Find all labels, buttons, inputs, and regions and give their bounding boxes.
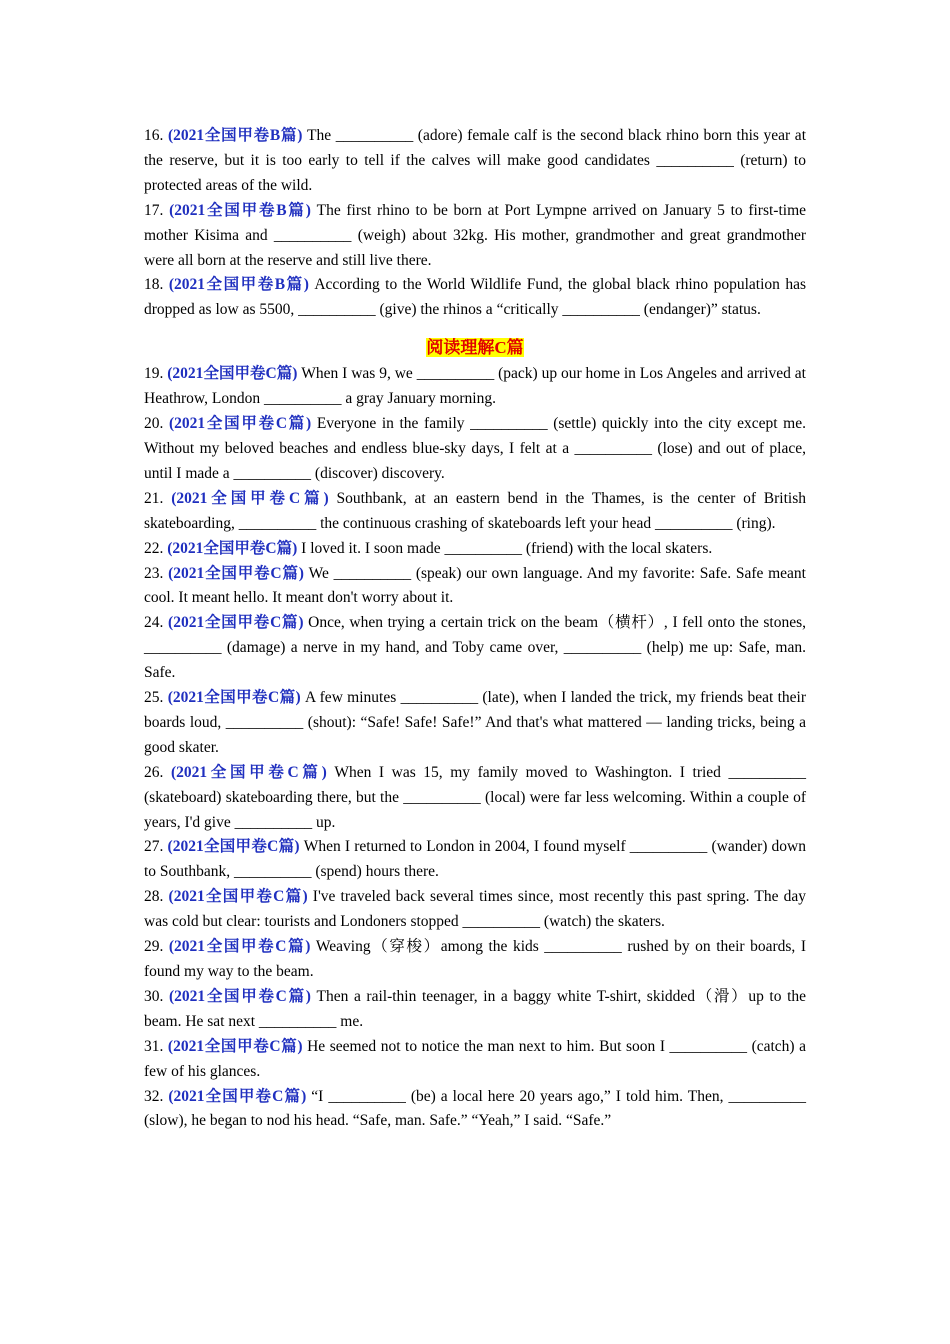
question-text: A few minutes __________ (late), when I landed the trick, my friends beat their boards loud, __________ (shout): “Safe! Safe! Safe!” And that's what mattered — landing tricks, being a good skater. bbox=[144, 689, 806, 756]
question-text: Weaving（穿梭）among the kids __________ rushed by on their boards, I found my way to the beam. bbox=[144, 938, 806, 980]
question-text: I loved it. I soon made __________ (friend) with the local skaters. bbox=[297, 539, 713, 557]
question-number: 28. bbox=[144, 888, 164, 906]
question-19 bbox=[144, 362, 806, 412]
question-number: 25. bbox=[144, 689, 164, 707]
question-text: We __________ (speak) our own language. And my favorite: Safe. Safe meant cool. It meant hello. It meant don't worry about it. bbox=[144, 564, 806, 607]
question-number: 26. bbox=[144, 763, 164, 781]
question-text: The __________ (adore) female calf is the second black rhino born this year at the reserve, but it is too early to tell if the calves will make good candidates __________ (return) to protected areas of the wild. bbox=[144, 127, 806, 194]
question-source: (2021全国甲卷B篇) bbox=[169, 201, 311, 219]
question-source: (2021全国甲卷C篇) bbox=[168, 888, 308, 906]
question-number: 19. bbox=[144, 365, 164, 383]
question-text: Everyone in the family __________ (settle) quickly into the city except me. Without my beloved beaches and endless blue-sky days, I felt at a __________ (lose) and out of place, until I made a __________ (discover) discovery. bbox=[144, 415, 806, 482]
question-text: When I was 15, my family moved to Washington. I tried __________ (skateboard) skateboarding there, but the __________ (local) were far less welcoming. Within a couple of years, I'd give __________ up. bbox=[144, 763, 806, 831]
question-number: 29. bbox=[144, 938, 164, 956]
question-number: 21. bbox=[144, 489, 164, 507]
question-29 bbox=[144, 935, 806, 985]
question-number: 20. bbox=[144, 415, 164, 433]
question-text: I've traveled back several times since, most recently this past spring. The day was cold but clear: tourists and Londoners stopped __________ (watch) the skaters. bbox=[144, 888, 806, 931]
question-source: (2021全国甲卷B篇) bbox=[168, 127, 303, 144]
question-number: 31. bbox=[144, 1037, 164, 1055]
question-source: (2021全国甲卷C篇) bbox=[168, 938, 311, 956]
question-number: 16. bbox=[144, 127, 164, 144]
question-text: “I __________ (be) a local here 20 years ago,” I told him. Then, __________ (slow), he began to nod his head. “Safe, man. Safe.” “Yeah,” I said. “Safe.” bbox=[144, 1087, 806, 1130]
question-text: When I returned to London in 2004, I found myself __________ (wander) down to Southbank, __________ (spend) hours there. bbox=[144, 838, 807, 881]
question-21 bbox=[144, 487, 806, 537]
question-source: (2021全国甲卷C篇) bbox=[168, 987, 311, 1005]
section-heading bbox=[144, 335, 806, 362]
question-25 bbox=[144, 686, 806, 761]
question-18 bbox=[144, 273, 806, 323]
question-22 bbox=[144, 537, 806, 562]
question-source: (2021全国甲卷C篇) bbox=[167, 1037, 303, 1055]
question-23 bbox=[144, 562, 806, 612]
question-27 bbox=[144, 835, 806, 885]
question-28 bbox=[144, 885, 806, 935]
question-30 bbox=[144, 985, 806, 1035]
question-text: Once, when trying a certain trick on the beam（横杆）, I fell onto the stones, __________ (damage) a nerve in my hand, and Toby came over, __________ (help) me up: Safe, man. Safe. bbox=[144, 614, 806, 682]
section-heading-text: 阅读理解C篇 bbox=[426, 338, 524, 358]
question-text: When I was 9, we __________ (pack) up our home in Los Angeles and arrived at Heathrow, London __________ a gray January morning. bbox=[144, 365, 806, 408]
question-source: (2021全国甲卷C篇) bbox=[171, 489, 329, 507]
question-text: Southbank, at an eastern bend in the Thames, is the center of British skateboarding, __________ the continuous crashing of skateboards left your head __________ (ring). bbox=[144, 489, 806, 532]
question-text: He seemed not to notice the man next to him. But soon I __________ (catch) a few of his glances. bbox=[144, 1037, 806, 1080]
question-text: The first rhino to be born at Port Lympne arrived on January 5 to first-time mother Kisima and __________ (weigh) about 32kg. His mother, grandmother and great grandmother were all born at the reserve and still live there. bbox=[144, 201, 807, 269]
question-number: 27. bbox=[144, 838, 164, 856]
question-number: 23. bbox=[144, 564, 164, 582]
question-source: (2021全国甲卷C篇) bbox=[167, 365, 298, 383]
question-text: According to the World Wildlife Fund, the global black rhino population has dropped as low as 5500, __________ (give) the rhinos a “critically __________ (endanger)” status. bbox=[144, 276, 806, 319]
question-source: (2021全国甲卷B篇) bbox=[168, 276, 309, 294]
question-17 bbox=[144, 199, 806, 274]
question-32 bbox=[144, 1085, 806, 1135]
question-source: (2021全国甲卷C篇) bbox=[167, 539, 298, 557]
question-source: (2021全国甲卷C篇) bbox=[169, 415, 312, 433]
question-number: 32. bbox=[144, 1087, 164, 1105]
question-24 bbox=[144, 611, 806, 686]
question-source: (2021全国甲卷C篇) bbox=[167, 689, 301, 707]
question-number: 24. bbox=[144, 614, 164, 632]
question-source: (2021全国甲卷C篇) bbox=[167, 838, 300, 856]
question-source: (2021全国甲卷C篇) bbox=[168, 614, 304, 632]
question-26 bbox=[144, 761, 806, 836]
question-number: 18. bbox=[144, 276, 164, 294]
question-16 bbox=[144, 124, 806, 199]
question-source: (2021全国甲卷C篇) bbox=[168, 1087, 307, 1105]
question-number: 30. bbox=[144, 987, 164, 1005]
question-20 bbox=[144, 412, 806, 487]
question-31 bbox=[144, 1035, 806, 1085]
document-page bbox=[144, 124, 806, 1134]
question-text: Then a rail-thin teenager, in a baggy white T-shirt, skidded（滑）up to the beam. He sat next __________ me. bbox=[144, 987, 807, 1030]
question-number: 22. bbox=[144, 539, 164, 557]
question-source: (2021全国甲卷C篇) bbox=[170, 763, 327, 781]
question-source: (2021全国甲卷C篇) bbox=[168, 564, 304, 582]
question-number: 17. bbox=[144, 201, 164, 219]
